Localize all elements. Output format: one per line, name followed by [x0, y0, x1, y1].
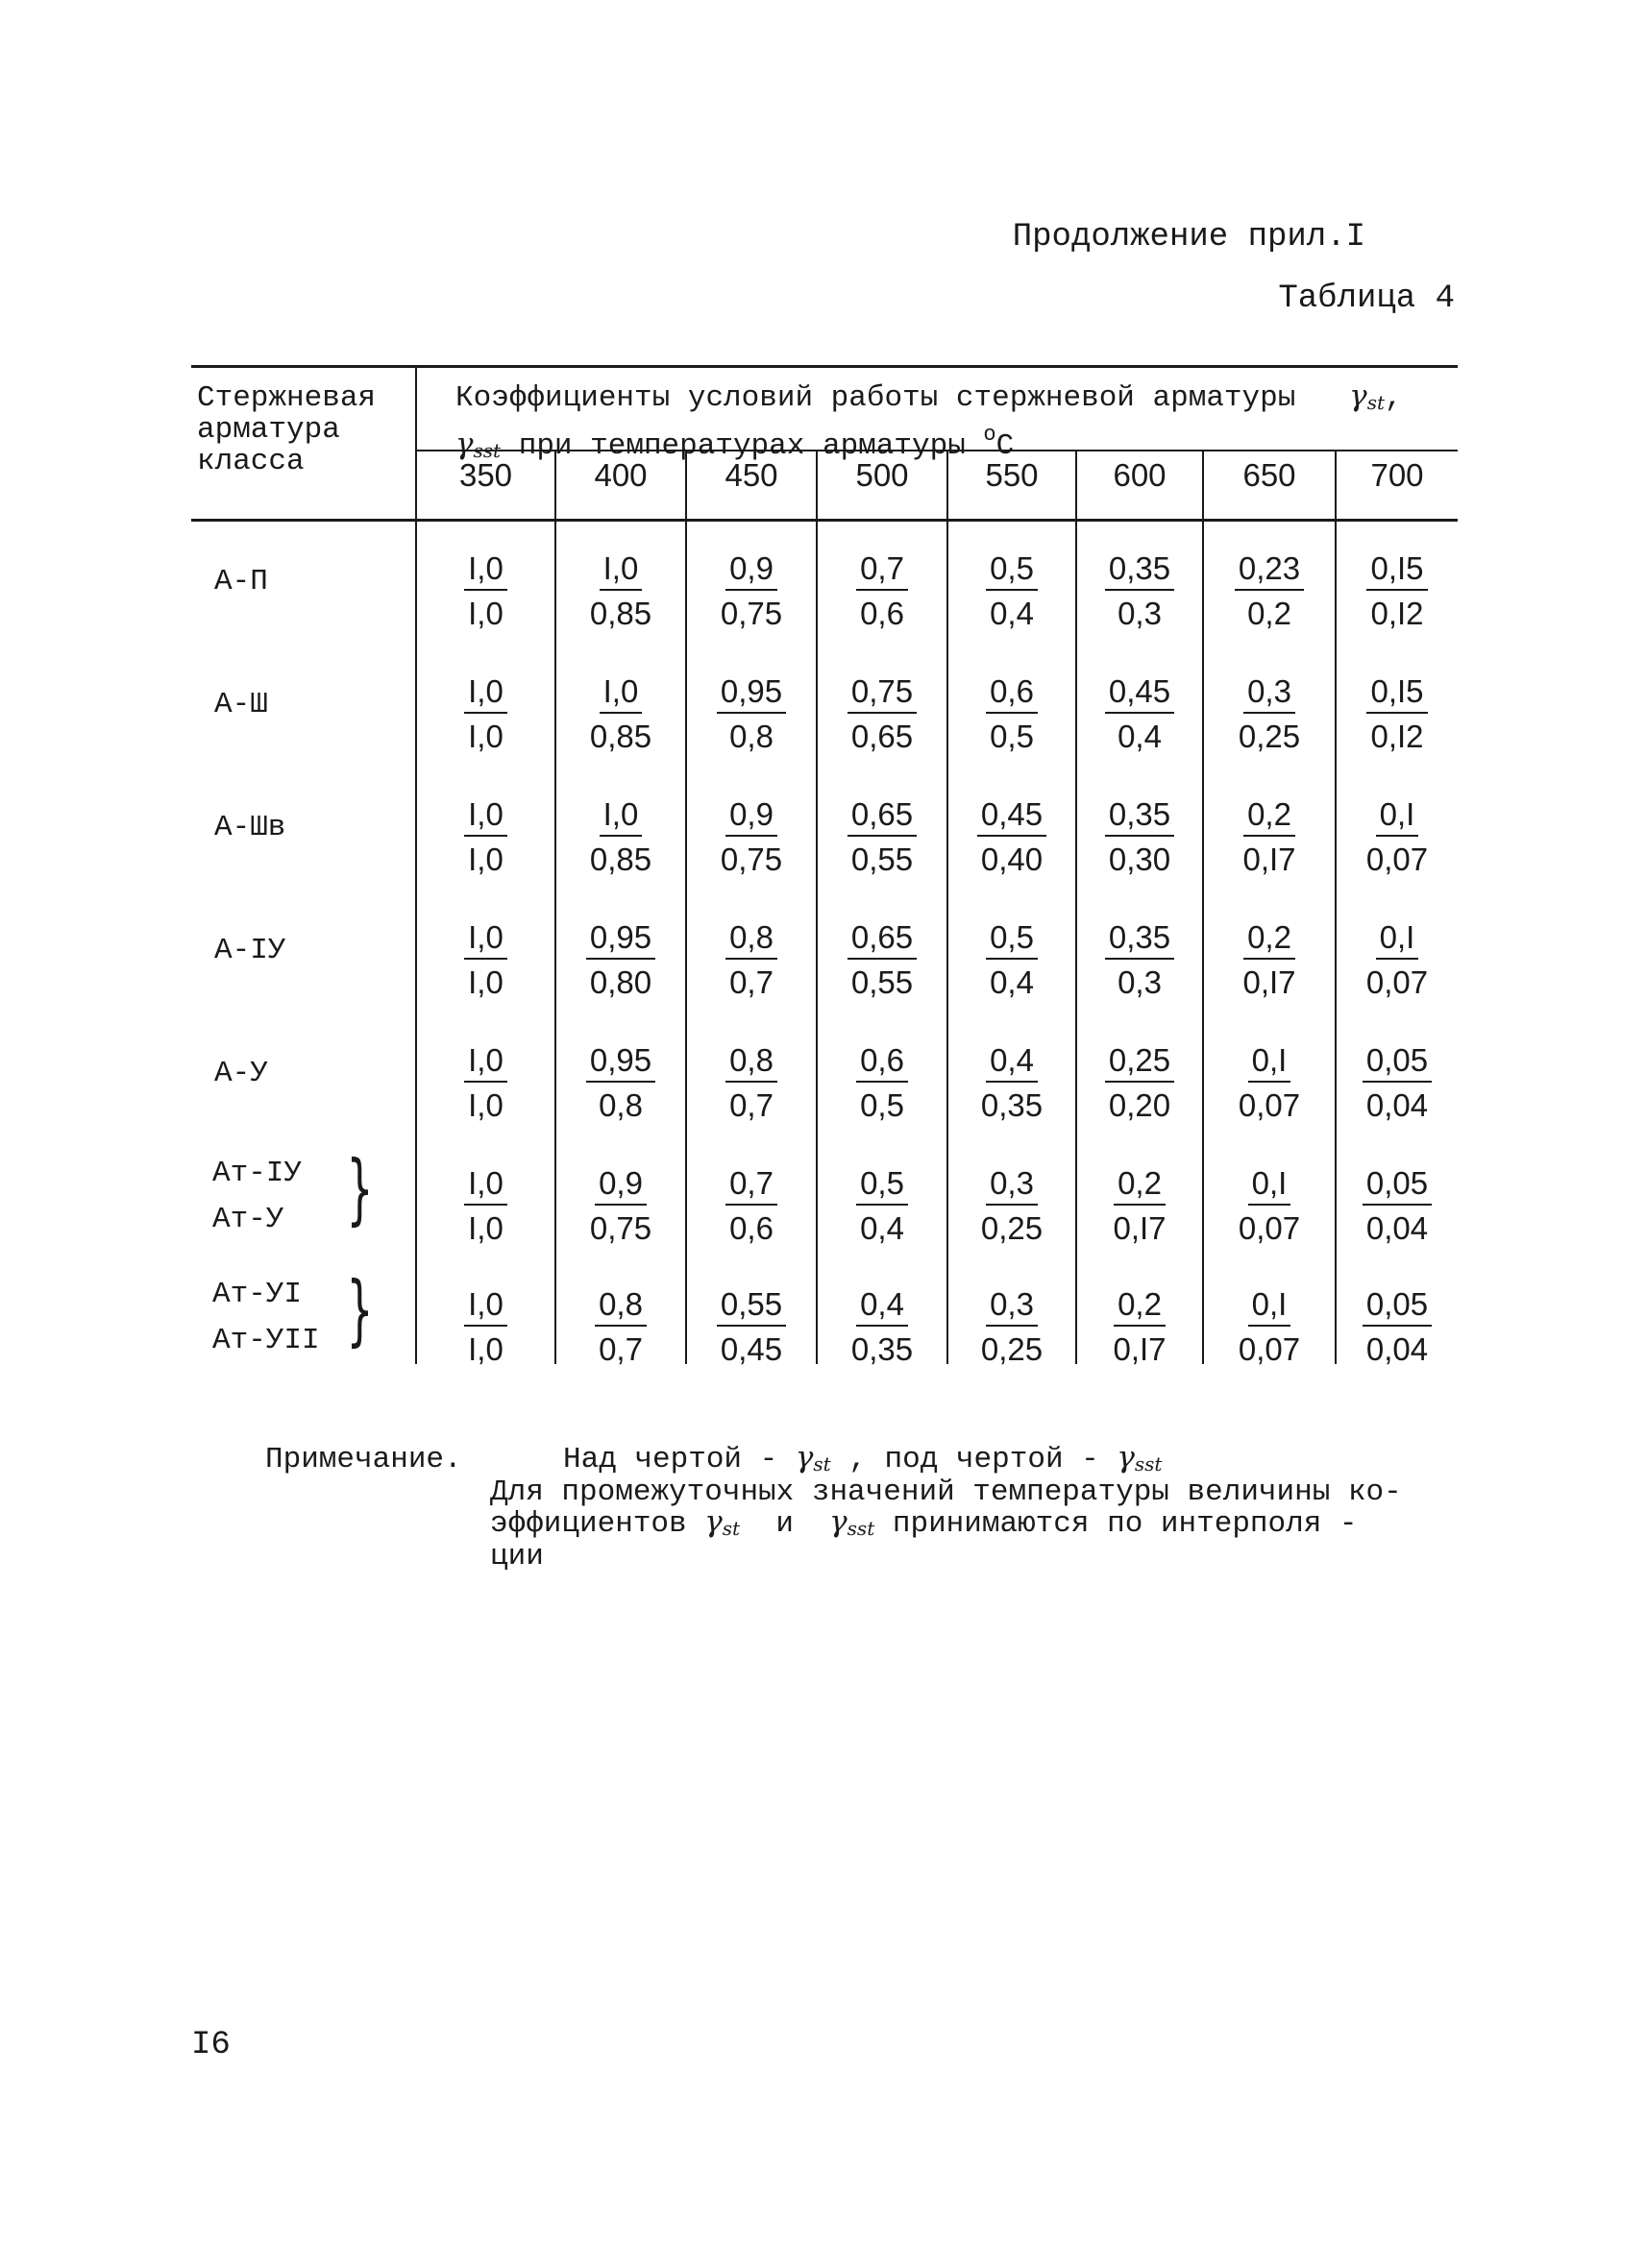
table-cell [1077, 671, 1202, 760]
value-above-line: 0,9 [725, 549, 777, 591]
value-above-line: 0,3 [1243, 671, 1295, 714]
table-cell [556, 1283, 685, 1373]
row-label-at-vii: Ат-УII [212, 1324, 320, 1357]
value-below-line: 0,2 [1247, 596, 1291, 631]
table-cell [1204, 1162, 1335, 1252]
table-cell [1337, 916, 1458, 1006]
value-above-line: 0,7 [856, 549, 908, 591]
main-header-text: Коэффициенты условий работы стержневой арматуры [455, 381, 1296, 415]
coefficients-table [191, 365, 1458, 1374]
table-cell [1204, 1283, 1335, 1373]
table-cell [948, 548, 1075, 637]
table-cell [687, 793, 816, 883]
note-label: Примечание. [265, 1443, 462, 1476]
note-text: , под чертой - [848, 1443, 1099, 1476]
table-cell [417, 548, 554, 637]
value-below-line: 0,4 [990, 964, 1034, 1000]
degree-sign: o [983, 423, 996, 447]
gamma-sst-subscript: sst [1134, 1452, 1163, 1475]
gamma-st-subscript: st [722, 1517, 741, 1540]
stub-header [197, 382, 376, 477]
value-above-line: 0,I5 [1366, 671, 1427, 714]
value-below-line: 0,20 [1108, 1087, 1171, 1123]
note-text: ции [490, 1540, 544, 1573]
main-header-text-line2: при температурах арматуры [518, 429, 966, 463]
value-above-line: 0,8 [595, 1284, 647, 1327]
table-cell [556, 548, 685, 637]
value-above-line: 0,2 [1114, 1163, 1166, 1206]
table-cell [1077, 1039, 1202, 1129]
value-below-line: 0,75 [589, 1210, 652, 1246]
value-below-line: 0,35 [980, 1087, 1044, 1123]
value-above-line: 0,9 [595, 1163, 647, 1206]
value-below-line: 0,25 [980, 1331, 1044, 1367]
table-cell [948, 1162, 1075, 1252]
table-cell [1337, 1039, 1458, 1129]
value-below-line: 0,I7 [1242, 964, 1296, 1000]
value-above-line: 0,5 [986, 549, 1038, 591]
table-cell [1077, 548, 1202, 637]
value-below-line: 0,3 [1118, 596, 1162, 631]
value-below-line: 0,40 [980, 841, 1044, 877]
page-number: I6 [191, 2027, 231, 2063]
temp-header-600: 600 [1113, 457, 1167, 493]
value-below-line: 0,7 [599, 1331, 643, 1367]
gamma-sst-symbol: γ [829, 1504, 848, 1539]
temp-header-500: 500 [855, 457, 909, 493]
table-cell [1204, 916, 1335, 1006]
table-cell [1077, 916, 1202, 1006]
value-below-line: 0,35 [850, 1331, 914, 1367]
value-below-line: 0,5 [990, 719, 1034, 754]
row-label-a-iii: А-Ш [214, 688, 268, 721]
value-below-line: I,0 [468, 1210, 504, 1246]
value-above-line: 0,95 [586, 917, 655, 960]
row-label-a-ii: А-П [214, 565, 268, 598]
value-below-line: 0,85 [589, 841, 652, 877]
value-above-line: I,0 [464, 671, 507, 714]
value-below-line: 0,8 [599, 1087, 643, 1123]
table-cell [818, 1283, 946, 1373]
table-cell [417, 916, 554, 1006]
value-above-line: 0,25 [1105, 1040, 1174, 1083]
stub-header-line: Стержневая [197, 381, 377, 415]
value-above-line: 0,05 [1363, 1040, 1432, 1083]
value-below-line: 0,I2 [1370, 719, 1424, 754]
table-cell [1337, 671, 1458, 760]
value-below-line: 0,7 [729, 964, 774, 1000]
table-cell [948, 793, 1075, 883]
value-above-line: I,0 [464, 794, 507, 837]
value-above-line: 0,I [1248, 1284, 1291, 1327]
value-above-line: 0,6 [856, 1040, 908, 1083]
value-above-line: 0,35 [1105, 794, 1174, 837]
table-cell [818, 793, 946, 883]
temp-header-650: 650 [1242, 457, 1296, 493]
value-above-line: I,0 [600, 549, 643, 591]
value-above-line: 0,2 [1243, 794, 1295, 837]
temp-header-700: 700 [1370, 457, 1424, 493]
value-above-line: 0,45 [977, 794, 1046, 837]
table-cell [556, 1039, 685, 1129]
value-below-line: 0,55 [850, 964, 914, 1000]
value-below-line: 0,I2 [1370, 596, 1424, 631]
value-below-line: I,0 [468, 719, 504, 754]
main-header [455, 380, 1455, 467]
table-cell [687, 1039, 816, 1129]
note-text: Для промежуточных значений температуры величины ко- [490, 1475, 1402, 1509]
table-cell [818, 1162, 946, 1252]
value-below-line: 0,6 [729, 1210, 774, 1246]
table-cell [687, 548, 816, 637]
value-above-line: 0,05 [1363, 1163, 1432, 1206]
value-below-line: 0,3 [1118, 964, 1162, 1000]
table-cell [1077, 793, 1202, 883]
table-cell [556, 671, 685, 760]
note-text: принимаются по интерполя - [892, 1507, 1358, 1541]
continuation-label: Продолжение прил.I [1012, 219, 1365, 256]
table-cell [556, 793, 685, 883]
table-cell [687, 671, 816, 760]
row-label-at-v: Ат-У [212, 1203, 284, 1236]
value-above-line: 0,2 [1243, 917, 1295, 960]
table-cell [948, 916, 1075, 1006]
gamma-sst-symbol: γ [1117, 1440, 1135, 1475]
table-cell [948, 671, 1075, 760]
row-label-at-vi: Ат-УI [212, 1278, 303, 1311]
value-below-line: I,0 [468, 841, 504, 877]
temp-header-550: 550 [985, 457, 1039, 493]
table-cell [1337, 548, 1458, 637]
value-below-line: 0,30 [1108, 841, 1171, 877]
value-above-line: 0,7 [725, 1163, 777, 1206]
value-above-line: 0,8 [725, 1040, 777, 1083]
value-above-line: 0,23 [1235, 549, 1304, 591]
value-above-line: 0,3 [986, 1284, 1038, 1327]
table-cell [417, 1283, 554, 1373]
value-above-line: 0,95 [586, 1040, 655, 1083]
row-label-a-iiiv: А-Шв [214, 811, 286, 844]
value-below-line: 0,8 [729, 719, 774, 754]
value-above-line: 0,5 [856, 1163, 908, 1206]
value-below-line: 0,85 [589, 596, 652, 631]
row-label-a-iv: А-IУ [214, 934, 286, 967]
value-above-line: 0,I [1248, 1163, 1291, 1206]
value-below-line: 0,75 [720, 596, 783, 631]
value-below-line: 0,07 [1238, 1087, 1301, 1123]
gamma-sst-subscript: sst [473, 439, 502, 462]
table-cell [1204, 793, 1335, 883]
value-below-line: 0,07 [1365, 964, 1429, 1000]
value-above-line: I,0 [464, 549, 507, 591]
table-cell [818, 916, 946, 1006]
value-above-line: 0,8 [725, 917, 777, 960]
table-cell [1204, 671, 1335, 760]
table-cell [1204, 548, 1335, 637]
table-cell [818, 548, 946, 637]
gamma-st-subscript: st [813, 1452, 831, 1475]
value-above-line: I,0 [600, 794, 643, 837]
table-cell [948, 1039, 1075, 1129]
table-cell [1077, 1283, 1202, 1373]
table-cell [417, 1039, 554, 1129]
value-below-line: 0,75 [720, 841, 783, 877]
header-bottom-rule [191, 519, 1458, 522]
brace-group-2: } [346, 1265, 374, 1354]
value-below-line: 0,I7 [1113, 1210, 1167, 1246]
value-below-line: 0,65 [850, 719, 914, 754]
value-above-line: 0,I [1248, 1040, 1291, 1083]
gamma-st-symbol: γ [795, 1440, 814, 1475]
value-above-line: I,0 [464, 1163, 507, 1206]
value-above-line: 0,35 [1105, 549, 1174, 591]
table-top-rule [191, 365, 1458, 368]
temp-header-400: 400 [594, 457, 648, 493]
value-below-line: 0,4 [990, 596, 1034, 631]
table-cell [1337, 1162, 1458, 1252]
value-above-line: 0,9 [725, 794, 777, 837]
table-cell [818, 671, 946, 760]
table-cell [687, 1162, 816, 1252]
temperature-unit: C [995, 429, 1015, 463]
brace-group-1: } [346, 1144, 374, 1233]
value-above-line: 0,I [1376, 794, 1419, 837]
note-text: эффициентов [490, 1507, 687, 1541]
value-above-line: 0,95 [717, 671, 786, 714]
value-below-line: 0,07 [1238, 1331, 1301, 1367]
gamma-st-subscript: st [1366, 391, 1385, 414]
value-above-line: 0,4 [986, 1040, 1038, 1083]
value-below-line: 0,07 [1238, 1210, 1301, 1246]
table-cell [417, 671, 554, 760]
value-below-line: I,0 [468, 596, 504, 631]
value-below-line: 0,25 [1238, 719, 1301, 754]
note-text: и [775, 1507, 794, 1541]
value-below-line: 0,6 [860, 596, 904, 631]
value-below-line: 0,25 [980, 1210, 1044, 1246]
table-cell [417, 793, 554, 883]
table-cell [687, 916, 816, 1006]
gamma-st-symbol: γ [704, 1504, 723, 1539]
gamma-st-symbol: γ [1349, 378, 1367, 413]
value-below-line: I,0 [468, 1087, 504, 1123]
value-below-line: 0,4 [1118, 719, 1162, 754]
value-above-line: 0,35 [1105, 917, 1174, 960]
stub-header-line: класса [197, 445, 305, 478]
gamma-sst-subscript: sst [847, 1517, 875, 1540]
value-below-line: 0,I7 [1113, 1331, 1167, 1367]
value-above-line: 0,45 [1105, 671, 1174, 714]
note-body [490, 1440, 1461, 1573]
value-below-line: 0,5 [860, 1087, 904, 1123]
value-below-line: 0,80 [589, 964, 652, 1000]
value-above-line: 0,65 [848, 917, 917, 960]
value-below-line: 0,4 [860, 1210, 904, 1246]
value-below-line: I,0 [468, 1331, 504, 1367]
value-below-line: 0,85 [589, 719, 652, 754]
row-label-at-iv: Ат-IУ [212, 1157, 303, 1190]
value-below-line: 0,45 [720, 1331, 783, 1367]
value-above-line: 0,3 [986, 1163, 1038, 1206]
table-cell [1337, 1283, 1458, 1373]
value-below-line: 0,55 [850, 841, 914, 877]
value-above-line: 0,5 [986, 917, 1038, 960]
value-below-line: 0,7 [729, 1087, 774, 1123]
table-cell [818, 1039, 946, 1129]
table-cell [1337, 793, 1458, 883]
value-below-line: I,0 [468, 964, 504, 1000]
value-below-line: 0,I7 [1242, 841, 1296, 877]
value-above-line: 0,65 [848, 794, 917, 837]
row-label-a-v: А-У [214, 1057, 268, 1090]
value-above-line: I,0 [600, 671, 643, 714]
value-below-line: 0,04 [1365, 1087, 1429, 1123]
table-cell [687, 1283, 816, 1373]
table-title: Таблица 4 [1278, 280, 1455, 317]
stub-header-line: арматура [197, 413, 340, 447]
value-above-line: 0,55 [717, 1284, 786, 1327]
value-above-line: 0,05 [1363, 1284, 1432, 1327]
table-cell [1077, 1162, 1202, 1252]
table-cell [556, 1162, 685, 1252]
table-cell [417, 1162, 554, 1252]
value-below-line: 0,04 [1365, 1210, 1429, 1246]
value-above-line: 0,2 [1114, 1284, 1166, 1327]
value-above-line: 0,75 [848, 671, 917, 714]
value-above-line: I,0 [464, 1284, 507, 1327]
table-cell [1204, 1039, 1335, 1129]
value-above-line: 0,6 [986, 671, 1038, 714]
value-above-line: 0,4 [856, 1284, 908, 1327]
temp-header-450: 450 [725, 457, 778, 493]
table-cell [948, 1283, 1075, 1373]
value-below-line: 0,07 [1365, 841, 1429, 877]
value-above-line: I,0 [464, 917, 507, 960]
note-text: Над чертой - [563, 1443, 778, 1476]
gamma-sst-symbol: γ [455, 427, 474, 461]
value-above-line: 0,I [1376, 917, 1419, 960]
header-comma: , [1385, 381, 1403, 415]
value-below-line: 0,04 [1365, 1331, 1429, 1367]
value-above-line: 0,I5 [1366, 549, 1427, 591]
value-above-line: I,0 [464, 1040, 507, 1083]
table-cell [556, 916, 685, 1006]
temp-header-350: 350 [458, 457, 513, 493]
